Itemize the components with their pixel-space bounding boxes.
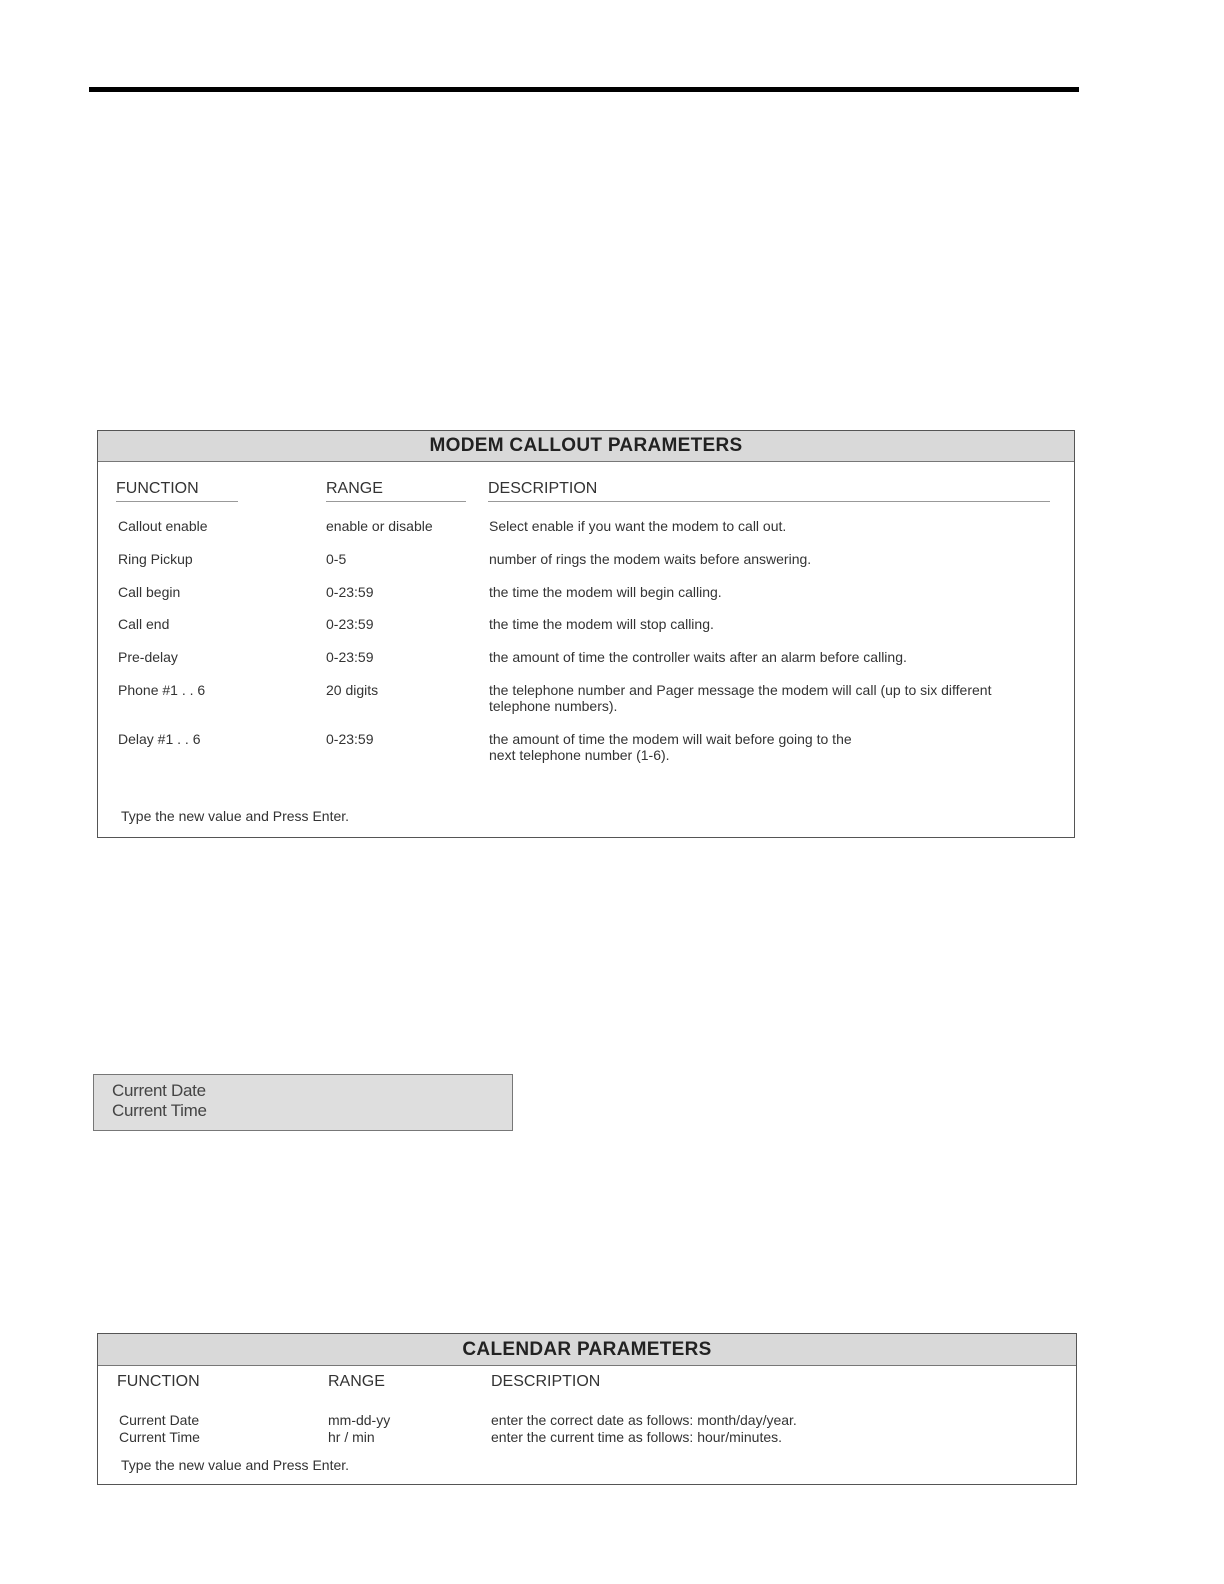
- modem-panel-title: MODEM CALLOUT PARAMETERS: [98, 431, 1074, 462]
- modem-row-function: Call begin: [118, 584, 181, 600]
- modem-row-function: Delay #1 . . 6: [118, 731, 201, 747]
- modem-row-description: the time the modem will stop calling.: [489, 616, 714, 632]
- calendar-header-function: FUNCTION: [117, 1373, 200, 1390]
- calendar-row-range: hr / min: [328, 1429, 375, 1445]
- clock-current-time: Current Time: [112, 1101, 207, 1120]
- calendar-row-description: enter the correct date as follows: month/day/year.: [491, 1412, 797, 1428]
- modem-callout-panel: [97, 430, 1075, 838]
- modem-row-function: Ring Pickup: [118, 551, 193, 567]
- modem-footer-note: Type the new value and Press Enter.: [121, 808, 350, 824]
- modem-row-range: enable or disable: [326, 518, 433, 534]
- calendar-row-description: enter the current time as follows: hour/minutes.: [491, 1429, 783, 1445]
- calendar-footer-note: Type the new value and Press Enter.: [121, 1457, 350, 1473]
- modem-row-function: Phone #1 . . 6: [118, 682, 206, 698]
- modem-row-function: Callout enable: [118, 518, 208, 534]
- modem-row-range: 20 digits: [326, 682, 379, 698]
- calendar-row-function: Current Time: [119, 1429, 200, 1445]
- modem-row-description: the telephone number and Pager message the modem will call (up to six different: [489, 682, 992, 698]
- top-rule: [89, 87, 1079, 92]
- calendar-panel-title: CALENDAR PARAMETERS: [98, 1334, 1076, 1366]
- calendar-header-range: RANGE: [328, 1373, 385, 1390]
- modem-header-range: RANGE: [326, 480, 466, 502]
- modem-row-description: the amount of time the modem will wait before going to the: [489, 731, 852, 747]
- calendar-header-description: DESCRIPTION: [491, 1373, 601, 1390]
- modem-row-range: 0-23:59: [326, 649, 374, 665]
- modem-row-range: 0-23:59: [326, 616, 374, 632]
- modem-header-function: FUNCTION: [116, 480, 238, 502]
- modem-row-description-continued: next telephone number (1-6).: [489, 747, 670, 763]
- modem-row-description: number of rings the modem waits before answering.: [489, 551, 812, 567]
- modem-row-function: Pre-delay: [118, 649, 178, 665]
- modem-row-range: 0-5: [326, 551, 347, 567]
- clock-current-date: Current Date: [112, 1081, 206, 1100]
- modem-row-description-continued: telephone numbers).: [489, 698, 618, 714]
- date-time-screen: [93, 1074, 513, 1131]
- modem-row-range: 0-23:59: [326, 731, 374, 747]
- modem-row-description: the amount of time the controller waits after an alarm before calling.: [489, 649, 907, 665]
- calendar-panel: [97, 1333, 1077, 1485]
- calendar-row-range: mm-dd-yy: [328, 1412, 391, 1428]
- calendar-row-function: Current Date: [119, 1412, 200, 1428]
- modem-header-description: DESCRIPTION: [488, 480, 1050, 502]
- modem-row-function: Call end: [118, 616, 170, 632]
- modem-row-description: the time the modem will begin calling.: [489, 584, 722, 600]
- modem-row-description: Select enable if you want the modem to call out.: [489, 518, 787, 534]
- modem-row-range: 0-23:59: [326, 584, 374, 600]
